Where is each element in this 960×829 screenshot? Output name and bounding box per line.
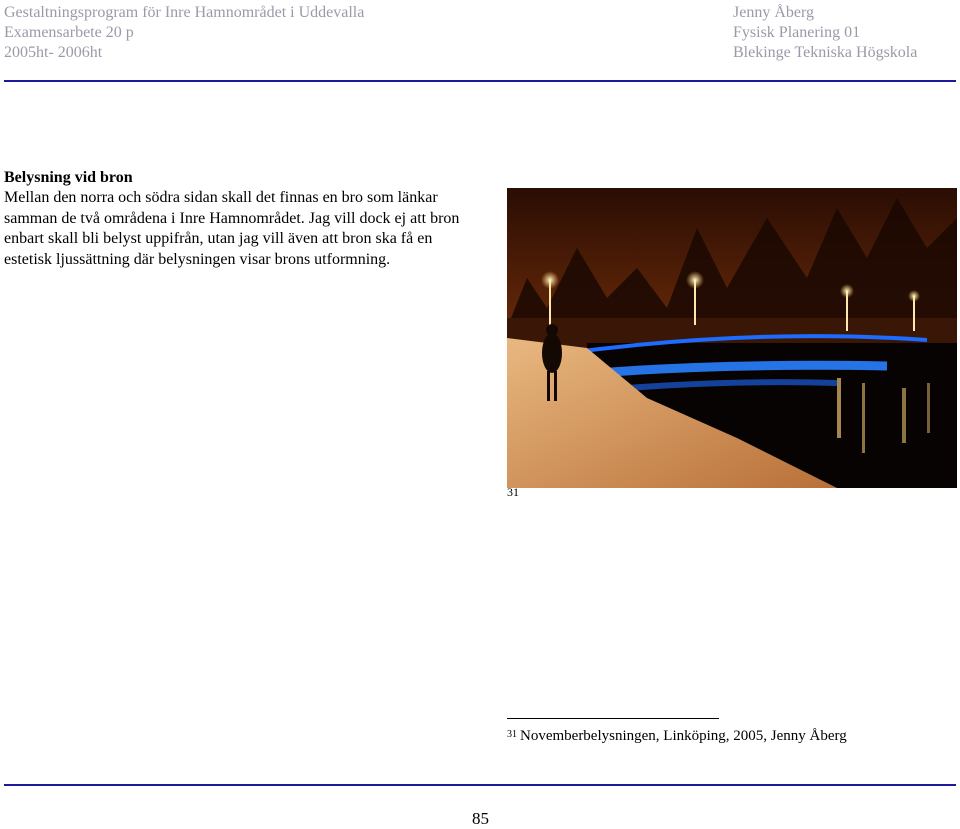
footer-rule xyxy=(4,784,956,786)
section-body: Mellan den norra och södra sidan skall det finnas en bro som länkar samman de två områdena i Inre Hamnområdet. Jag vill dock ej att bron enbart skall bli belyst uppifrån, utan jag vill även att bron ska få en estetisk ljussättning där belysningen visar brons utformning. xyxy=(4,189,460,268)
section-heading: Belysning vid bron xyxy=(4,169,133,186)
bridge-photo-illustration xyxy=(507,188,957,488)
header-school: Blekinge Tekniska Högskola xyxy=(733,44,918,61)
page-number: 85 xyxy=(472,809,489,828)
footnote-number: 31 xyxy=(507,729,517,740)
figure-footnote-reference: 31 xyxy=(507,485,519,499)
header-program: Fysisk Planering 01 xyxy=(733,24,861,41)
header-course: Examensarbete 20 p xyxy=(4,24,134,41)
footnote-separator xyxy=(507,718,719,719)
footnote xyxy=(507,727,847,745)
header-document-title: Gestaltningsprogram för Inre Hamnområdet i Uddevalla xyxy=(4,4,365,21)
header-left xyxy=(4,3,364,63)
header-author: Jenny Åberg xyxy=(733,4,815,21)
header-rule xyxy=(4,80,956,82)
header-right xyxy=(733,3,917,63)
header-term: 2005ht- 2006ht xyxy=(4,44,103,61)
footnote-text: Novemberbelysningen, Linköping, 2005, Jenny Åberg xyxy=(520,728,847,744)
section-bridge-lighting xyxy=(4,168,474,270)
bridge-night-photo xyxy=(507,188,957,488)
